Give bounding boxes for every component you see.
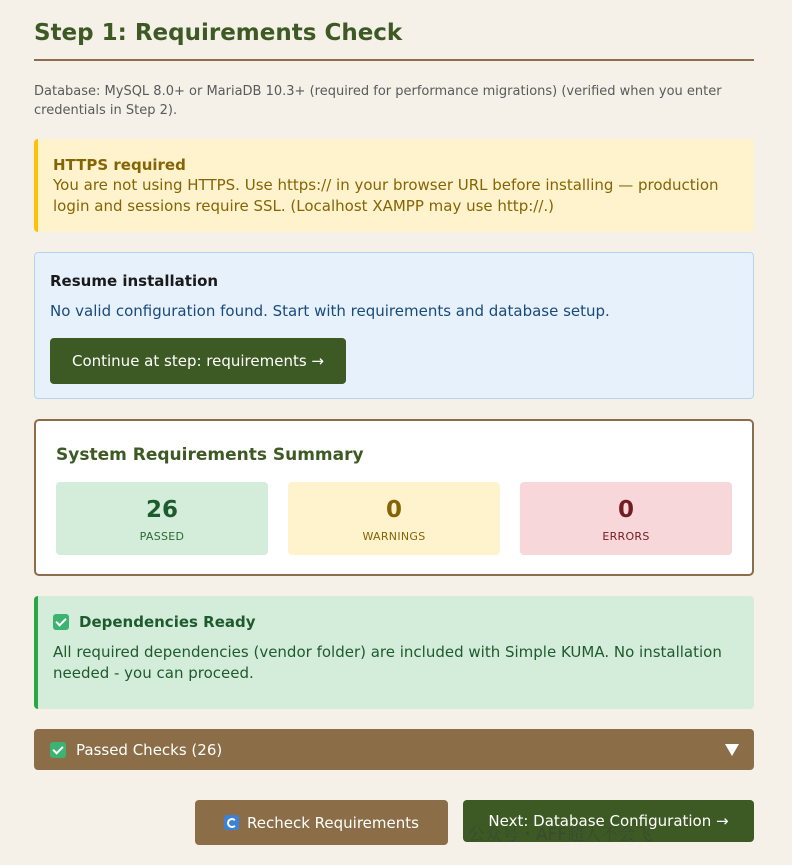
passed-checks-toggle[interactable]	[34, 729, 754, 770]
watermark: 公众号・AFF超人不会飞	[468, 825, 653, 845]
warnings-label: WARNINGS	[362, 530, 426, 543]
dependencies-header	[53, 612, 734, 632]
resume-text: No valid configuration found. Start with requirements and database setup.	[50, 302, 610, 320]
errors-label: ERRORS	[602, 530, 650, 543]
expand-triangle-icon[interactable]	[725, 744, 739, 756]
dependencies-ready-alert	[34, 596, 754, 709]
errors-stat	[520, 482, 732, 555]
recheck-label: Recheck Requirements	[247, 813, 419, 832]
passed-count: 26	[145, 497, 178, 523]
title-divider	[34, 59, 754, 61]
checkmark-icon	[53, 614, 69, 630]
https-warning-alert	[34, 139, 754, 232]
summary-title: System Requirements Summary	[56, 445, 364, 465]
page-title: Step 1: Requirements Check	[34, 20, 403, 46]
resume-installation-panel	[34, 252, 754, 399]
warnings-stat	[288, 482, 500, 555]
continue-step-button[interactable]: Continue at step: requirements →	[50, 338, 346, 384]
https-warning-text: You are not using HTTPS. Use https:// in your browser URL before installing — production login and sessions require SSL. (Localhost XAMPP may use http://.)	[53, 176, 719, 215]
passed-stat	[56, 482, 268, 555]
dependencies-title: Dependencies Ready	[79, 613, 256, 631]
https-warning-title: HTTPS required	[53, 156, 186, 174]
database-note: Database: MySQL 8.0+ or MariaDB 10.3+ (required for performance migrations) (verified when you enter credentials in Step 2).	[34, 84, 722, 118]
refresh-icon	[224, 815, 239, 830]
passed-checks-label: Passed Checks (26)	[76, 740, 223, 759]
warnings-count: 0	[385, 497, 402, 523]
errors-count: 0	[617, 497, 634, 523]
passed-label: PASSED	[139, 530, 185, 543]
dependencies-text: All required dependencies (vendor folder) are included with Simple KUMA. No installation needed - you can proceed.	[53, 643, 722, 682]
next-database-config-button[interactable]: Next: Database Configuration →	[463, 800, 754, 842]
recheck-requirements-button[interactable]	[195, 800, 448, 845]
resume-title: Resume installation	[50, 272, 219, 290]
requirements-summary-card	[34, 419, 754, 576]
checkmark-icon	[50, 742, 66, 758]
